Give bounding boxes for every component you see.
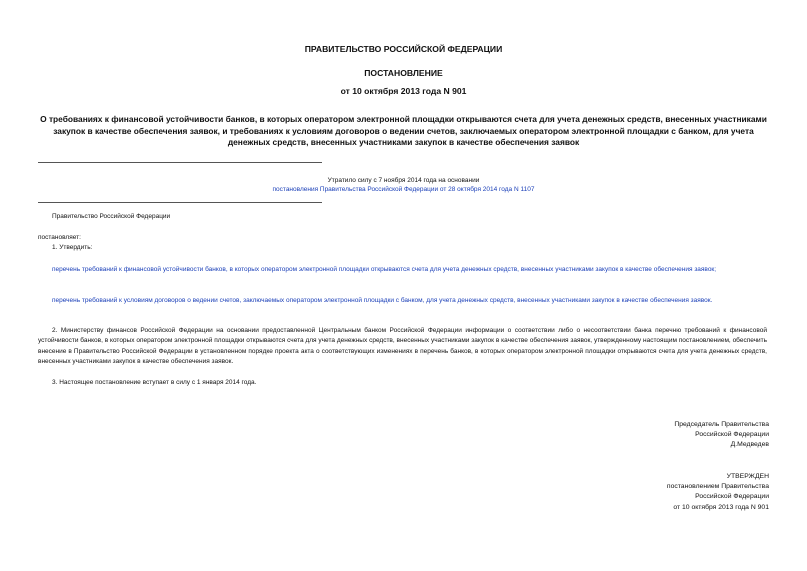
approval-country: Российской Федерации — [695, 493, 769, 501]
document-date-number: от 10 октября 2013 года N 901 — [340, 86, 467, 96]
signature-name: Д.Медведев — [730, 441, 769, 449]
item-1-text: 1. Утвердить: — [52, 244, 93, 251]
top-divider — [38, 162, 322, 163]
approval-title: УТВЕРЖДЕН — [726, 473, 769, 480]
repeal-document-link[interactable]: постановления Правительства Российской Федерации от 28 октября 2014 года N 1107 — [272, 186, 535, 193]
requirements-list-link-1[interactable]: перечень требований к финансовой устойчивости банков, в которых оператором электронной площадки открываются счета для учета денежных средств, внесенных участниками закупок в качестве обеспечения заявок; — [52, 266, 717, 273]
approval-block — [667, 472, 769, 513]
document-type-heading: ПОСТАНОВЛЕНИЕ — [364, 68, 443, 78]
approval-by: постановлением Правительства — [666, 483, 769, 491]
status-note — [0, 176, 807, 194]
requirements-list-link-2[interactable]: перечень требований к условиям договоров о ведении счетов, заключаемых оператором электронной площадки с банком, для учета денежных средств, внесенных участниками закупок в качестве обеспечения заявок. — [52, 297, 713, 304]
approval-date-number: от 10 октября 2013 года N 901 — [673, 503, 769, 511]
status-note-text: Утратило силу с 7 ноября 2014 года на основании — [327, 177, 480, 184]
signature-country: Российской Федерации — [695, 431, 769, 439]
signature-position: Председатель Правительства — [674, 421, 769, 428]
item-3-text: 3. Настоящее постановление вступает в силу с 1 января 2014 года. — [52, 379, 257, 386]
item-2-text: 2. Министерству финансов Российской Федерации на основании предоставленной Центральным банком Российской Федерации информации о соответствии либо о несоответствии банка перечню требований к финансовой устойчивости банков, в которых оператором электронной площадки открываются счета для учета денежных средств, внесенных участниками закупок в качестве обеспечения заявок, утвержденному настоящим постановлением, обеспечить внесение в Правительство Российской Федерации в установленном порядке проекта акта о соответствующих изменениях в перечень банков, в которых оператором электронной площадки открываются счета для учета денежных средств, внесенных участниками закупок в качестве обеспечения заявок. — [38, 327, 767, 366]
bottom-divider — [38, 202, 322, 203]
government-heading: ПРАВИТЕЛЬСТВО РОССИЙСКОЙ ФЕДЕРАЦИИ — [304, 44, 503, 54]
intro-text: Правительство Российской Федерации — [52, 213, 171, 220]
resolves-text: постановляет: — [38, 234, 81, 241]
signature-block — [674, 420, 769, 451]
document-title: О требованиях к финансовой устойчивости банков, в которых оператором электронной площадки открываются счета для учета денежных средств, внесенных участниками закупок в качестве обеспечения заявок, и требованиях к условиям договоров о ведении счетов, заключаемых оператором электронной площадки с банком, для учета денежных средств, внесенных участниками закупок в качестве обеспечения заявок — [40, 114, 767, 148]
